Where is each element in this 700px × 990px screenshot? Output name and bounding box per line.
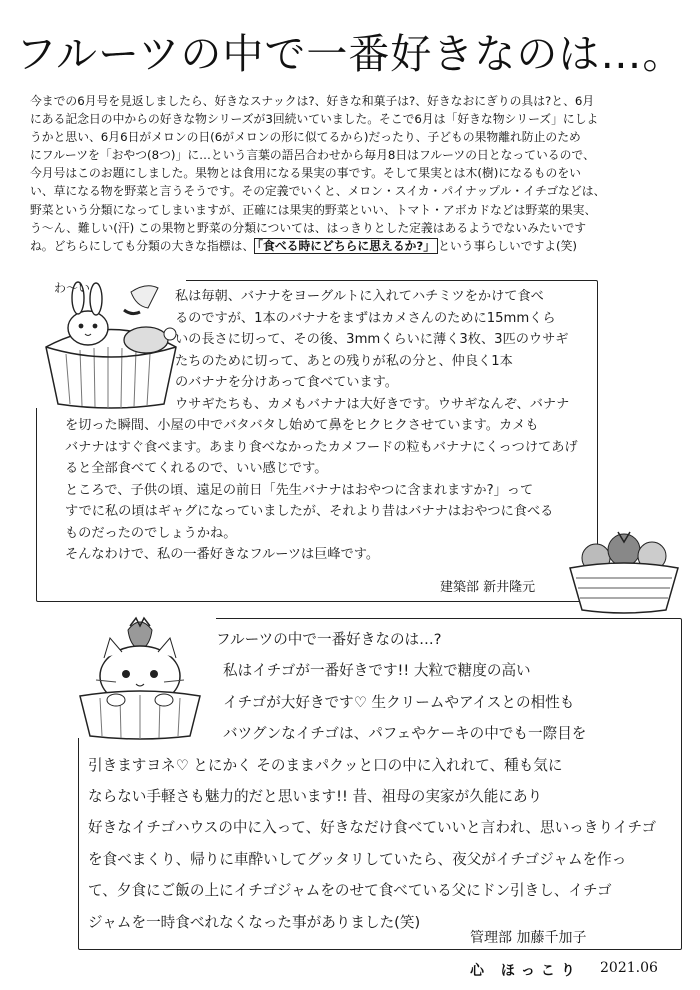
intro-line: 野菜という分類になってしまいますが、正確には果実的野菜といい、トマト・アボカドなどは野菜的果実、 bbox=[30, 202, 597, 217]
intro-line: う〜ん、難しい(汗) この果物と野菜の分類については、はっきりとした定義はあるようでないみたいです bbox=[30, 220, 587, 235]
handwritten-line: バナナはすぐ食べます。あまり食べなかったカメフードの粒もバナナにくっつけてあげ bbox=[65, 439, 578, 455]
panel1-signature: 建築部 新井隆元 bbox=[440, 580, 536, 595]
footer-label: 心 ほっこり bbox=[470, 963, 581, 979]
handwritten-line: を食べまくり、帰りに車酔いしてグッタリしていたら、夜父がイチゴジャムを作っ bbox=[88, 850, 627, 868]
intro-last-after: という事らしいですよ(笑) bbox=[438, 238, 578, 253]
handwritten-line: イチゴが大好きです♡ 生クリームやアイスとの相性も bbox=[223, 693, 575, 711]
intro-line: にある記念日の中からの好きな物シリーズが3回続いていました。そこで6月は「好きな物シリーズ」にしよ bbox=[30, 112, 599, 127]
handwritten-line: ると全部食べてくれるので、いい感じです。 bbox=[65, 461, 328, 476]
intro-line-last bbox=[30, 237, 676, 255]
handwritten-line: ところで、子供の頃、遠足の前日「先生バナナはおやつに含まれますか?」って bbox=[65, 482, 534, 498]
handwritten-line: すでに私の頃はギャグになっていましたが、それより昔はバナナはおやつに食べる bbox=[65, 504, 554, 519]
intro-last-before: ね。どちらにしても分類の大きな指標は、 bbox=[30, 238, 255, 253]
panel1-handwriting bbox=[65, 286, 649, 566]
intro-line: うかと思い、6月6日がメロンの日(6がメロンの形に似てるから)だったり、子どもの果物離れ防止のため bbox=[30, 130, 581, 145]
intro-text bbox=[30, 92, 676, 255]
intro-line: い、草になる物を野菜と言うそうです。その定義でいくと、メロン・スイカ・パイナップル・イチゴなどは、 bbox=[30, 184, 606, 199]
handwritten-line: ウサギたちも、カメもバナナは大好きです。ウサギなんぞ、バナナ bbox=[175, 396, 570, 412]
page-footer bbox=[0, 960, 700, 980]
handwritten-line: 私はイチゴが一番好きです!! 大粒で糖度の高い bbox=[223, 662, 531, 680]
handwritten-line: て、夕食にご飯の上にイチゴジャムをのせて食べている父にドン引きし、イチゴ bbox=[88, 882, 612, 900]
page-title: フルーツの中で一番好きなのは…。 bbox=[15, 30, 685, 78]
panel1-badge: わ〜い bbox=[54, 281, 91, 295]
footer-date: 2021.06 bbox=[600, 960, 658, 976]
intro-line: 今までの6月号を見返しましたら、好きなスナックは?、好きな和菓子は?、好きなおにぎりの具は?と、6月 bbox=[30, 94, 595, 108]
handwritten-line: いの長さに切って、その後、3mmくらいに薄く3枚、3匹のウサギ bbox=[175, 332, 569, 347]
handwritten-line: フルーツの中で一番好きなのは…? bbox=[216, 631, 442, 648]
handwritten-line: ものだったのでしょうかね。 bbox=[65, 525, 237, 541]
panel2-signature: 管理部 加藤千加子 bbox=[470, 930, 587, 946]
handwritten-line: ジャムを一時食べれなくなった事がありました(笑) bbox=[88, 913, 421, 931]
handwritten-line: たちのために切って、あとの残りが私の分と、仲良く1本 bbox=[175, 353, 513, 369]
handwritten-line: るのですが、1本のバナナをまずはカメさんのために15mmくら bbox=[175, 310, 556, 326]
handwritten-line: 私は毎朝、バナナをヨーグルトに入れてハチミツをかけて食べ bbox=[175, 289, 544, 304]
handwritten-line: そんなわけで、私の一番好きなフルーツは巨峰です。 bbox=[65, 547, 380, 562]
handwritten-line: 引きますヨネ♡ とにかく そのままパクッと口の中に入れれて、種も気に bbox=[88, 756, 563, 774]
panel2-handwriting bbox=[88, 624, 674, 938]
intro-boxed-phrase: 「食べる時にどちらに思えるか?」 bbox=[254, 238, 438, 254]
intro-line: 今月号はこのお題にしました。果物とは食用になる果実の事です。そして果実とは木(樹)になるものをい bbox=[30, 166, 581, 181]
handwritten-line: を切った瞬間、小屋の中でバタバタし始めて鼻をヒクヒクさせています。カメも bbox=[65, 418, 539, 433]
handwritten-line: 好きなイチゴハウスの中に入って、好きなだけ食べていいと言われ、思いっきりイチゴ bbox=[88, 819, 657, 837]
handwritten-line: のバナナを分けあって食べています。 bbox=[175, 375, 398, 390]
handwritten-line: ならない手軽さも魅力的だと思います!! 昔、祖母の実家が久能にあり bbox=[88, 788, 543, 806]
handwritten-line: バツグンなイチゴは、パフェやケーキの中でも一際目を bbox=[223, 725, 587, 743]
fruit-basket-illustration bbox=[566, 528, 682, 614]
intro-line: にフルーツを「おやつ(8つ)」に…という言葉の語呂合わせから毎月8日はフルーツの日となっているので、 bbox=[30, 148, 595, 163]
